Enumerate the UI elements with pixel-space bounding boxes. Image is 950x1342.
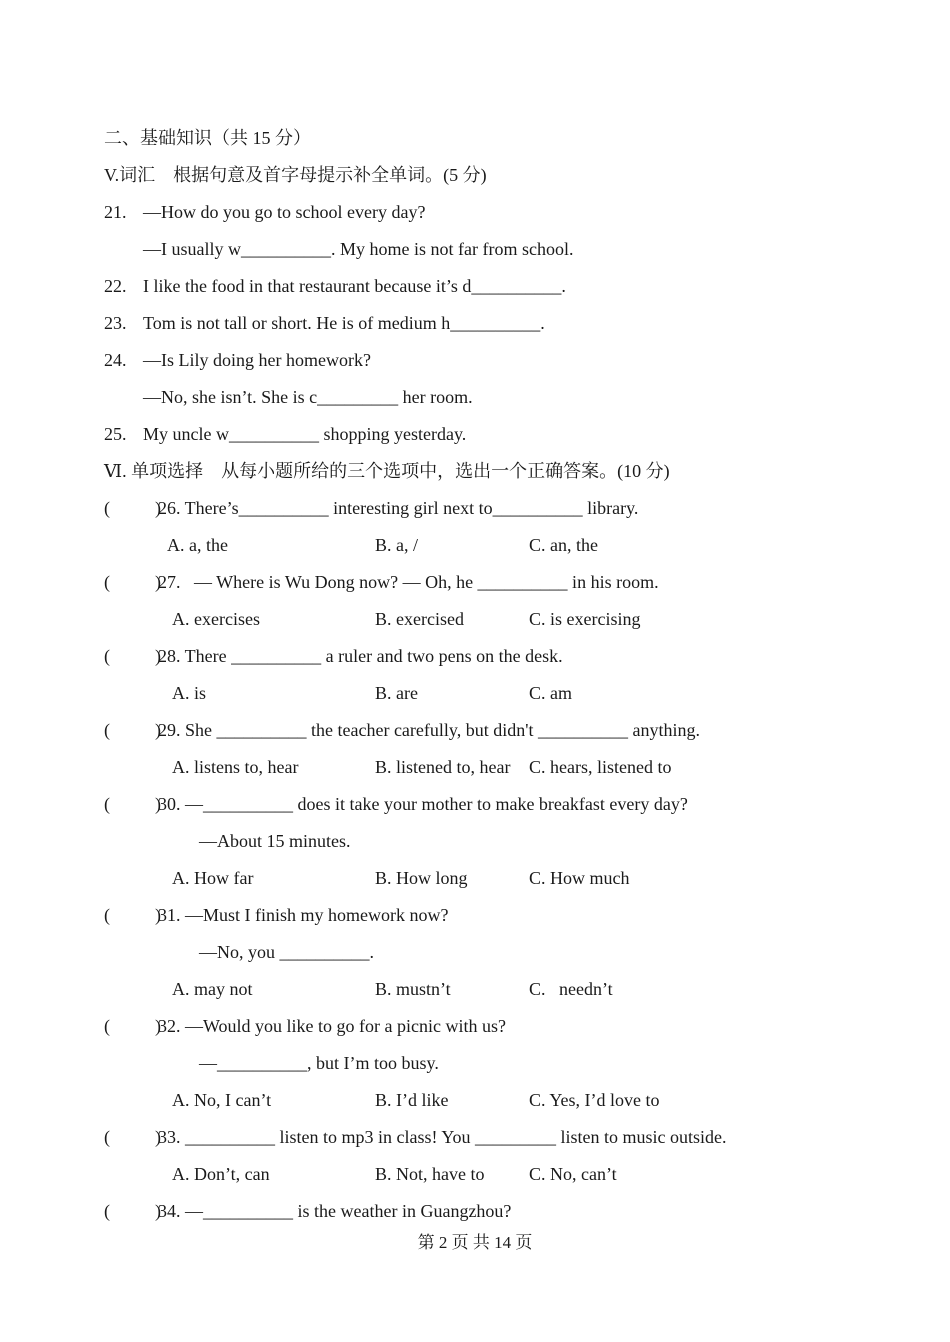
answer-option: A. a, the [167, 535, 228, 555]
answer-bracket: ( ) [104, 572, 161, 592]
question-stem: 30. —__________ does it take your mother to make breakfast every day? [158, 794, 688, 814]
answer-option: A. is [172, 683, 207, 703]
answer-option: B. Not, have to [375, 1164, 485, 1184]
answer-option: B. mustn’t [375, 979, 451, 999]
question-stem: —__________, but I’m too busy. [199, 1053, 439, 1073]
question-text: Tom is not tall or short. He is of medium h__________. [143, 313, 545, 333]
question-number: 22. [104, 276, 127, 296]
answer-option: C. am [529, 683, 572, 703]
answer-bracket: ( ) [104, 498, 161, 518]
question-text: —Is Lily doing her homework? [143, 350, 371, 370]
question-number: 21. [104, 202, 127, 222]
answer-option: B. I’d like [375, 1090, 449, 1110]
question-number: 23. [104, 313, 127, 333]
question-number: 25. [104, 424, 127, 444]
answer-option: A. exercises [172, 609, 260, 629]
answer-option: B. are [375, 683, 418, 703]
question-stem: —About 15 minutes. [199, 831, 351, 851]
answer-option: C. No, can’t [529, 1164, 617, 1184]
question-text: I like the food in that restaurant because it’s d__________. [143, 276, 566, 296]
answer-option: A. No, I can’t [172, 1090, 272, 1110]
question-stem: 34. —__________ is the weather in Guangzhou? [158, 1201, 512, 1221]
question-text: —How do you go to school every day? [143, 202, 426, 222]
answer-option: B. a, / [375, 535, 418, 555]
answer-option: B. How long [375, 868, 468, 888]
page-footer: 第 2 页 共 14 页 [417, 1233, 533, 1252]
question-stem: 26. There’s__________ interesting girl next to__________ library. [158, 498, 639, 518]
answer-option: A. may not [172, 979, 253, 999]
answer-bracket: ( ) [104, 1201, 161, 1221]
question-stem: 32. —Would you like to go for a picnic with us? [158, 1016, 506, 1036]
answer-option: C. Yes, I’d love to [529, 1090, 660, 1110]
answer-option: A. Don’t, can [172, 1164, 270, 1184]
answer-option: C. is exercising [529, 609, 641, 629]
answer-option: B. listened to, hear [375, 757, 511, 777]
answer-option: B. exercised [375, 609, 464, 629]
answer-bracket: ( ) [104, 1016, 161, 1036]
question-text: My uncle w__________ shopping yesterday. [143, 424, 467, 444]
answer-option: C. hears, listened to [529, 757, 672, 777]
answer-bracket: ( ) [104, 720, 161, 740]
question-stem: 29. She __________ the teacher carefully, but didn't __________ anything. [158, 720, 700, 740]
part-title-vocabulary: V.词汇 根据句意及首字母提示补全单词。(5 分) [104, 165, 487, 185]
question-text: —I usually w__________. My home is not far from school. [143, 239, 574, 259]
question-text: —No, she isn’t. She is c_________ her room. [143, 387, 473, 407]
question-stem: —No, you __________. [199, 942, 374, 962]
section-heading: 二、基础知识（共 15 分） [104, 128, 311, 148]
question-stem: 28. There __________ a ruler and two pens on the desk. [158, 646, 563, 666]
question-stem: 31. —Must I finish my homework now? [158, 905, 449, 925]
answer-option: A. listens to, hear [172, 757, 299, 777]
answer-bracket: ( ) [104, 794, 161, 814]
part-title-multiple-choice: Ⅵ. 单项选择 从每小题所给的三个选项中，选出一个正确答案。(10 分) [104, 461, 670, 481]
question-stem: 33. __________ listen to mp3 in class! You _________ listen to music outside. [158, 1127, 727, 1147]
question-number: 24. [104, 350, 127, 370]
answer-option: C. an, the [529, 535, 598, 555]
answer-bracket: ( ) [104, 646, 161, 666]
answer-bracket: ( ) [104, 1127, 161, 1147]
answer-option: C. needn’t [529, 979, 613, 999]
answer-bracket: ( ) [104, 905, 161, 925]
question-stem: 27. — Where is Wu Dong now? — Oh, he __________ in his room. [158, 572, 659, 592]
answer-option: A. How far [172, 868, 254, 888]
answer-option: C. How much [529, 868, 630, 888]
